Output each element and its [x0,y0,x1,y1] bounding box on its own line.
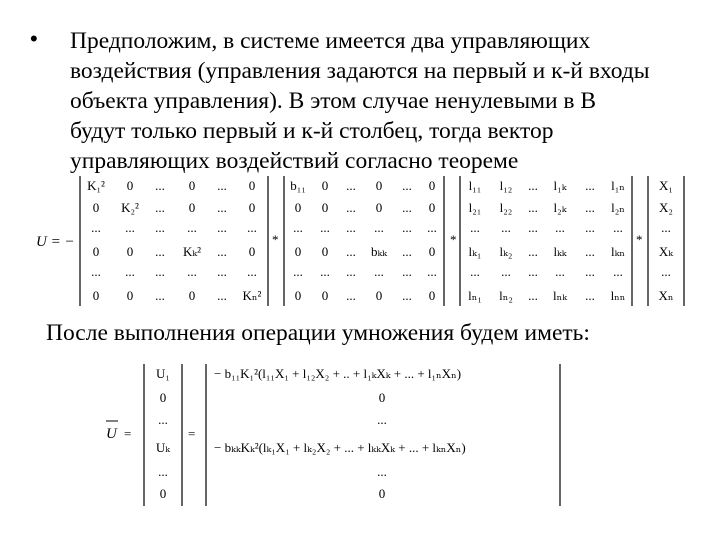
conclusion-text: После выполнения операции умножения будем иметь: [46,320,590,346]
matrix-B-cell: ... [402,244,412,259]
vector-U-cell: U₁ [156,366,170,381]
matrix-K-cell: ... [91,220,101,235]
matrix-B-cell: ... [346,264,356,279]
matrix-B-cell: ... [402,264,412,279]
multiply-op-3: * [636,232,643,247]
matrix-K-cell: ... [217,178,227,193]
matrix-K-cell: ... [155,220,165,235]
matrix-B-cell: ... [402,220,412,235]
matrix-B-cell: 0 [375,178,383,193]
matrix-B-cell: 0 [428,178,436,193]
matrix-K-cell: K₂² [121,200,139,215]
matrix-L-cell: lₖₖ [553,244,567,259]
vector-X-cell: Xₖ [658,244,674,259]
matrix-B-cell: 0 [428,200,436,215]
matrix-L-cell: ... [585,244,595,259]
multiply-op-2: * [450,232,457,247]
matrix-K-cell: ... [217,244,227,259]
result-cell: ... [377,412,387,427]
matrix-L-cell: ... [470,220,480,235]
paragraph-line-1: Предположим, в системе имеется два управляющих [70,28,591,54]
matrix-L-cell: l₂₂ [499,200,513,215]
matrix-K-cell: ... [217,220,227,235]
matrix-L-cell: l₁ₙ [611,178,625,193]
matrix-B-cell: ... [402,200,412,215]
matrix-L-cell: ... [585,178,595,193]
paragraph-line-3: объекта управления). В этом случае ненулевыми в В [70,88,597,114]
matrix-K-cell: ... [155,244,165,259]
matrix-L-cell: ... [585,264,595,279]
matrix-L-cell: lₙ₁ [468,288,482,303]
matrix-K-cell: Kₙ² [242,288,262,303]
vector-X-cell: X₂ [659,200,673,215]
matrix-L-cell: lₖₙ [611,244,625,259]
matrix-L-cell: l₂₁ [468,200,482,215]
multiply-op-1: * [272,232,279,247]
matrix-K-cell: 0 [188,200,196,215]
result-cell: 0 [378,486,386,501]
paragraph-line-5: управляющих воздействий согласно теореме [70,148,519,174]
matrix-K-cell: 0 [92,288,100,303]
matrix-K-cell: 0 [248,200,256,215]
matrix-L-cell: lₙₖ [553,288,567,303]
matrix-L-cell: ... [501,220,511,235]
formula2-lhs: U [106,426,117,442]
matrix-K-cell: 0 [188,178,196,193]
matrix-K-cell: 0 [92,200,100,215]
result-cell: − bₖₖKₖ²(lₖ₁X₁ + lₖ₂X₂ + ... + lₖₖXₖ + ... + lₖₙXₙ) [214,440,466,455]
matrix-K-cell: ... [187,264,197,279]
matrix-B-cell: ... [293,220,303,235]
matrix-L-cell: lₙ₂ [499,288,513,303]
matrix-L-cell: l₂ₙ [611,200,625,215]
matrix-L-cell: ... [528,178,538,193]
matrix-B-cell: 0 [321,200,329,215]
matrix-L-cell: ... [613,220,623,235]
matrix-L-cell: lₖ₂ [499,244,513,259]
matrix-B-cell: ... [346,178,356,193]
matrix-K-cell: Kₖ² [182,244,202,259]
matrix-L-cell: ... [585,220,595,235]
matrix-B-cell: ... [320,264,330,279]
vector-U-cell: ... [158,464,168,479]
matrix-B-cell: 0 [321,244,329,259]
matrix-K-cell: ... [217,288,227,303]
matrix-B-cell: bₖₖ [371,244,387,259]
matrix-K-cell: ... [91,264,101,279]
matrix-L-cell: ... [585,200,595,215]
matrix-L-cell: l₂ₖ [553,200,567,215]
formula2-mid-eq: = [188,426,196,441]
formula1-lhs: U = − [36,234,75,250]
matrix-B-cell: 0 [375,288,383,303]
matrix-B-cell: ... [346,220,356,235]
matrix-B-cell: 0 [428,288,436,303]
matrix-B-cell: 0 [428,244,436,259]
matrix-K-cell: ... [217,200,227,215]
matrix-B-cell: 0 [321,288,329,303]
vector-result [214,366,466,501]
matrix-B-cell: ... [293,264,303,279]
vector-U-cell: Uₖ [155,440,171,455]
vector-U [156,366,171,501]
matrix-K-cell: ... [217,264,227,279]
vector-X-cell: Xₙ [658,288,674,303]
matrix-L-cell: ... [528,244,538,259]
matrix-B-cell: ... [346,244,356,259]
matrix-K-cell: ... [187,220,197,235]
matrix-B-cell: 0 [321,178,329,193]
matrix-K-cell: 0 [248,178,256,193]
result-cell: 0 [378,390,386,405]
vector-X-cell: ... [661,264,671,279]
matrix-B-cell: 0 [294,200,302,215]
vector-U-cell: ... [158,412,168,427]
matrix-K-cell: ... [155,200,165,215]
vector-U-cell: 0 [159,486,167,501]
matrix-K-cell: ... [125,264,135,279]
matrix-B-cell: b₁₁ [290,178,306,193]
matrix-L-cell: ... [528,200,538,215]
matrix-B-cell: ... [374,264,384,279]
matrix-K-cell: K₁² [87,178,105,193]
matrix-L-cell: ... [470,264,480,279]
matrix-K-cell: 0 [248,244,256,259]
matrix-B-cell: ... [427,220,437,235]
matrix-B-cell: ... [374,220,384,235]
matrix-L-cell: l₁₂ [499,178,513,193]
matrix-K-cell: 0 [92,244,100,259]
vector-U-cell: 0 [159,390,167,405]
vector-X-cell: X₁ [659,178,673,193]
matrix-K-cell: 0 [126,244,134,259]
matrix-K-cell: ... [247,264,257,279]
paragraph-line-4: будут только первый и к-й столбец, тогда вектор [70,118,554,144]
matrix-L-cell: ... [613,264,623,279]
result-cell: ... [377,464,387,479]
matrix-L-cell: l₁₁ [468,178,482,193]
matrix-K-cell: 0 [126,178,134,193]
matrix-K-cell: ... [247,220,257,235]
matrix-L-cell: lₖ₁ [468,244,482,259]
matrix-L-cell: ... [501,264,511,279]
result-cell: − b₁₁K₁²(l₁₁X₁ + l₁₂X₂ + .. + l₁ₖXₖ + ... + l₁ₙXₙ) [214,366,462,381]
matrix-L-cell: ... [528,288,538,303]
matrix-L-cell: lₙₙ [610,288,626,303]
matrix-L-cell: ... [585,288,595,303]
vector-X-cell: ... [661,220,671,235]
matrix-B-cell: 0 [375,200,383,215]
matrix-B-cell: 0 [294,288,302,303]
matrix-B-cell: ... [346,200,356,215]
matrix-K-cell: ... [155,264,165,279]
matrix-B-cell: ... [402,178,412,193]
bullet-marker: • [30,26,38,51]
matrix-B-cell: ... [402,288,412,303]
matrix-K-cell: 0 [188,288,196,303]
matrix-B-cell: 0 [294,244,302,259]
formula2-lhs-eq: = [124,426,132,441]
matrix-L-cell: ... [528,220,538,235]
matrix-L-cell: ... [555,220,565,235]
matrix-L-cell: ... [528,264,538,279]
matrix-L-cell: l₁ₖ [553,178,567,193]
matrix-B-cell: ... [346,288,356,303]
matrix-B-cell: ... [320,220,330,235]
matrix-K-cell: ... [155,178,165,193]
matrix-K-cell: 0 [126,288,134,303]
matrix-L-cell: ... [555,264,565,279]
matrix-K-cell: ... [155,288,165,303]
paragraph-line-2: воздействия (управления задаются на первый и к-й входы [70,58,650,84]
matrix-B-cell: ... [427,264,437,279]
matrix-K-cell: ... [125,220,135,235]
